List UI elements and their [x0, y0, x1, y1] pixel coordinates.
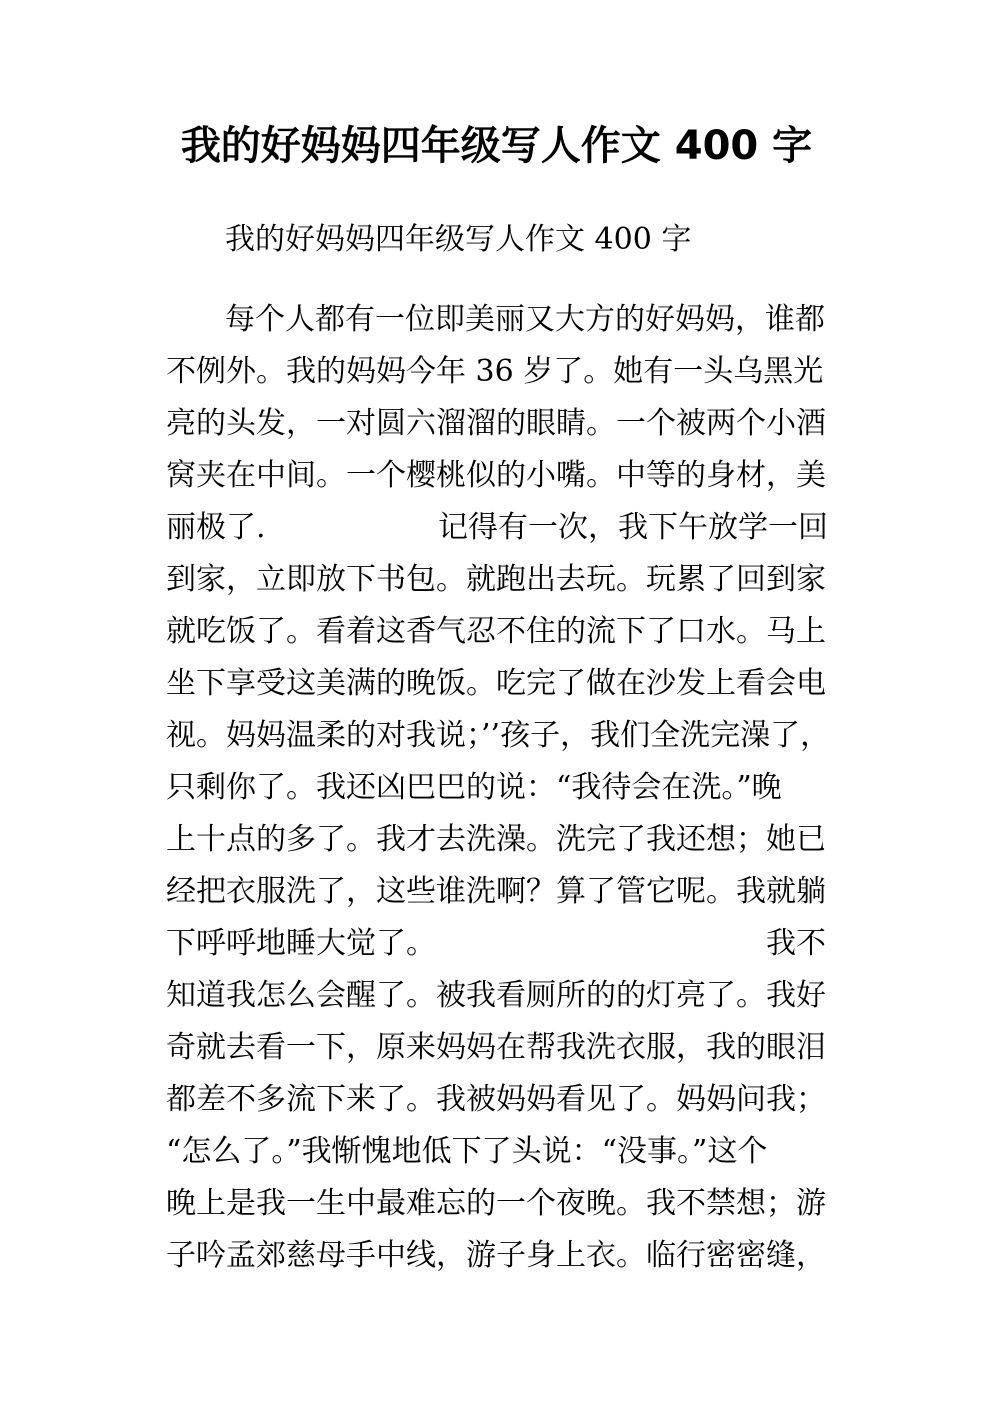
body-line: 每个人都有一位即美丽又大方的好妈妈，谁都 — [225, 302, 825, 337]
body-line: 窝夹在中间。一个樱桃似的小嘴。中等的身材，美 — [166, 458, 826, 493]
body-line: “怎么了。”我惭愧地低下了头说：“没事。”这个 — [166, 1134, 768, 1169]
document-title: 我的好妈妈四年级写人作文 400 字 — [180, 123, 813, 169]
body-line: 记得有一次，我下午放学一回 — [438, 510, 828, 545]
body-line: 上十点的多了。我才去洗澡。洗完了我还想；她已 — [166, 822, 826, 857]
body-line: 奇就去看一下，原来妈妈在帮我洗衣服，我的眼泪 — [166, 1030, 826, 1065]
body-line: 只剩你了。我还凶巴巴的说：“我待会在洗。”晚 — [166, 770, 782, 805]
body-subtitle-line: 我的好妈妈四年级写人作文 400 字 — [225, 222, 692, 257]
body-line: 晚上是我一生中最难忘的一个夜晚。我不禁想；游 — [166, 1186, 826, 1221]
body-line: 下呼呼地睡大觉了。 — [166, 926, 436, 961]
body-line: 亮的头发，一对圆六溜溜的眼睛。一个被两个小酒 — [166, 406, 826, 441]
body-line: 子吟孟郊慈母手中线，游子身上衣。临行密密缝， — [166, 1238, 826, 1273]
body-line: 丽极了. — [166, 510, 266, 545]
body-line: 都差不多流下来了。我被妈妈看见了。妈妈问我； — [166, 1082, 826, 1117]
body-line: 知道我怎么会醒了。被我看厕所的的灯亮了。我好 — [166, 978, 826, 1013]
body-line: 坐下享受这美满的晚饭。吃完了做在沙发上看会电 — [166, 666, 826, 701]
body-line: 不例外。我的妈妈今年 36 岁了。她有一头乌黑光 — [166, 354, 824, 389]
body-line: 到家，立即放下书包。就跑出去玩。玩累了回到家 — [166, 562, 826, 597]
body-line: 我不 — [766, 926, 826, 961]
body-line: 经把衣服洗了，这些谁洗啊？算了管它呢。我就躺 — [166, 874, 826, 909]
body-line: 视。妈妈温柔的对我说；’’孩子，我们全洗完澡了， — [166, 718, 831, 753]
body-line: 就吃饭了。看着这香气忍不住的流下了口水。马上 — [166, 614, 826, 649]
